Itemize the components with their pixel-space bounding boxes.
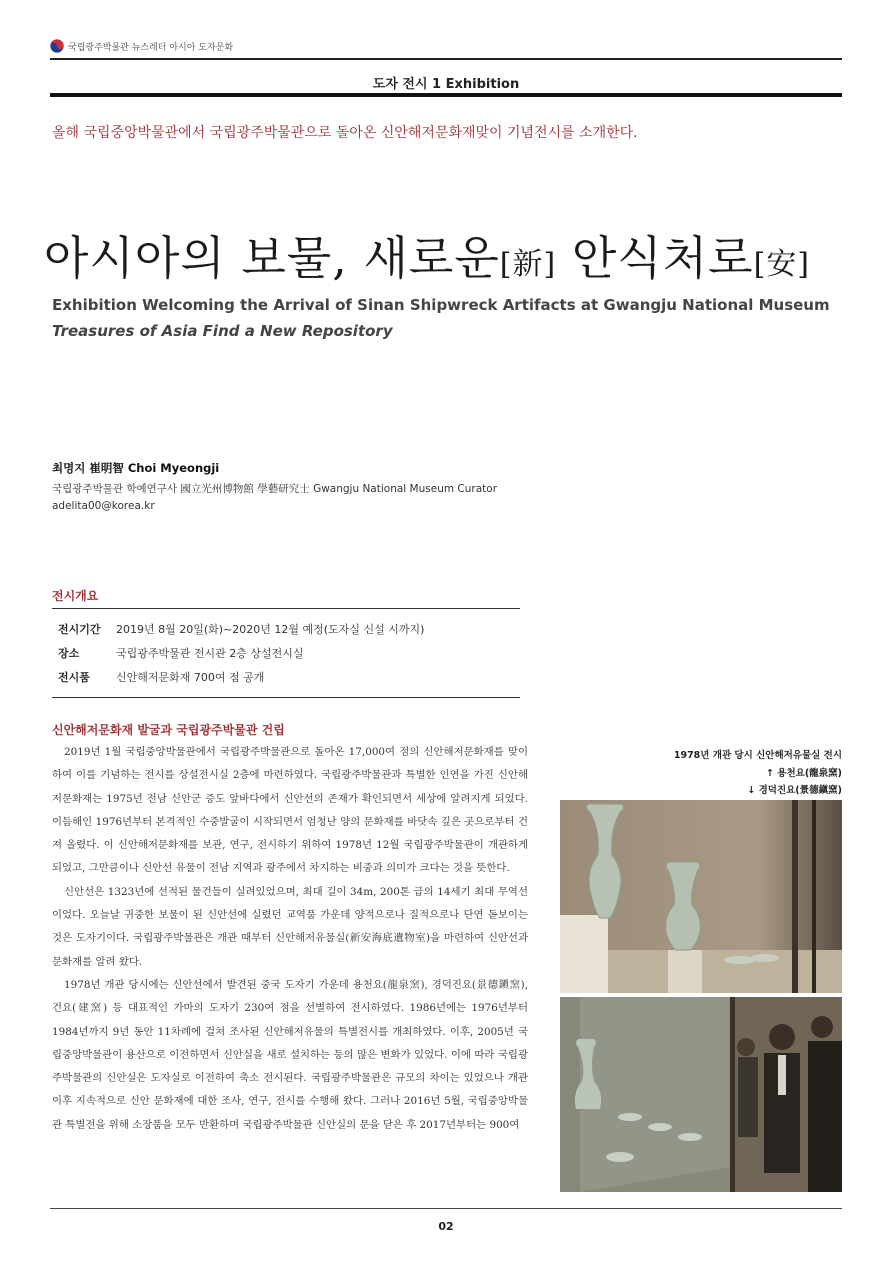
overview-row-period: [58, 621, 424, 637]
section-divider: [50, 93, 842, 97]
figure-caption-lower: ↓ 경덕진요(景德鎭窯): [747, 785, 842, 796]
section-label: 도자 전시 1 Exhibition: [372, 77, 520, 92]
body-text: [52, 741, 528, 1137]
overview-row-items: [58, 669, 264, 685]
overview-row-place: [58, 645, 304, 661]
title-hanja-new: [新]: [499, 247, 557, 282]
overview-heading: 전시개요: [52, 589, 99, 603]
title-part-2: 안식처로: [556, 231, 754, 285]
body-paragraph: 신안선은 1323년에 선적된 물건들이 실려있었으며, 최대 길이 34m, 200톤 급의 14세기 최대 무역선이었다. 오늘날 귀중한 보물이 된 신안선에 실렸던 교역품 가운데 양적으로나 질적으로나 단연 돋보이는 것은 도자기이다. 국립광주박물관은 개관 때부터 신안해저유물실(新安海底遺物室)을 마련하여 신안선과 문화재를 알려 왔다.: [52, 885, 528, 968]
body-heading: 신안해저문화재 발굴과 국립광주박물관 건립: [52, 723, 285, 737]
title-english: Exhibition Welcoming the Arrival of Sinan Shipwreck Artifacts at Gwangju National Museum: [52, 296, 830, 314]
title-part-1: 아시아의 보물, 새로운: [44, 231, 500, 285]
overview-label: 장소: [58, 647, 80, 660]
header-divider: [50, 58, 842, 60]
newsletter-name: 국립광주박물관 뉴스레터 아시아 도자문화: [68, 43, 234, 53]
overview-value: 신안해저문화재 700여 점 공개: [116, 671, 265, 684]
overview-label: 전시기간: [58, 623, 101, 636]
overview-value: 국립광주박물관 전시관 2층 상설전시실: [116, 647, 304, 660]
author-email[interactable]: adelita00@korea.kr: [52, 500, 155, 512]
figure-caption-title: 1978년 개관 당시 신안해저유물실 전시: [673, 750, 842, 761]
author-name: 최명지 崔明智 Choi Myeongji: [52, 461, 220, 475]
body-paragraph: 1978년 개관 당시에는 신안선에서 발견된 중국 도자기 가운데 용천요(龍泉窯), 경덕진요(景德鎭窯), 건요(建窯) 등 대표적인 가마의 도자기 230여 점을 선별하여 전시하였다. 1986년에는 1976년부터 1984년까지 9년 동안 11차례에 걸쳐 조사된 신안해저유물의 특별전시를 개최하였다. 이후, 2005년 국립중앙박물관이 용산으로 이전하면서 신안실을 새로 설치하는 등의 많은 변화가 있었다. 이에 따라 국립광주박물관의 신안실은 도자실로 이전하여 축소 전시된다. 국립광주박물관은 규모의 차이는 있었으나 개관 이후 지속적으로 신안 문화재에 대한 조사, 연구, 전시를 수행해 왔다. 그러나 2016년 5월, 국립중앙박물관 특별전을 위해 소장품을 모두 반환하며 국립광주박물관 신안실의 문을 닫은 후 2017년부터는 900여: [52, 978, 528, 1131]
taegeuk-logo-icon: [50, 39, 64, 53]
subtitle-english: Treasures of Asia Find a New Repository: [52, 322, 393, 340]
overview-label: 전시품: [58, 671, 90, 684]
page-number: 02: [438, 1220, 454, 1233]
footer-divider: [50, 1208, 842, 1209]
figure-caption-upper: ↑ 용천요(龍泉窯): [766, 768, 842, 779]
body-paragraph: 2019년 1월 국립중앙박물관에서 국립광주박물관으로 돌아온 17,000여 점의 신안해저문화재를 맞이하여 이를 기념하는 전시를 상설전시실 2층에 마련하였다. 국립광주박물관과 특별한 인연을 가진 신안해저문화재는 1975년 전남 신안군 증도 앞바다에서 신안선의 존재가 확인되면서 세상에 알려지게 되었다. 이듬해인 1976년부터 본격적인 수중발굴이 시작되면서 엄청난 양의 문화재를 바닷속 깊은 곳으로부터 건져 올렸다. 이 신안해저문화재를 보관, 연구, 전시하기 위하여 1978년 12월 국립광주박물관이 개관하게 되었고, 그만큼이나 신안선 유물이 전남 지역과 광주에서 차지하는 비중과 의미가 크다는 것을 뜻한다.: [52, 746, 528, 875]
article-title: [44, 222, 810, 288]
author-affiliation: 국립광주박물관 학예연구사 國立光州博物館 學藝研究士 Gwangju National Museum Curator: [52, 483, 498, 495]
title-hanja-peace: [安]: [753, 247, 811, 282]
exhibition-photo-celadon-vases: [560, 800, 842, 993]
exhibition-photo-opening-visitors: [560, 997, 842, 1192]
overview-rule-top: [52, 608, 520, 609]
overview-value: 2019년 8월 20일(화)~2020년 12월 예정(도자실 신설 시까지): [116, 623, 425, 636]
overview-rule-bottom: [52, 697, 520, 698]
lead-sentence: 올해 국립중앙박물관에서 국립광주박물관으로 돌아온 신안해저문화재맞이 기념전시를 소개한다.: [52, 125, 638, 141]
